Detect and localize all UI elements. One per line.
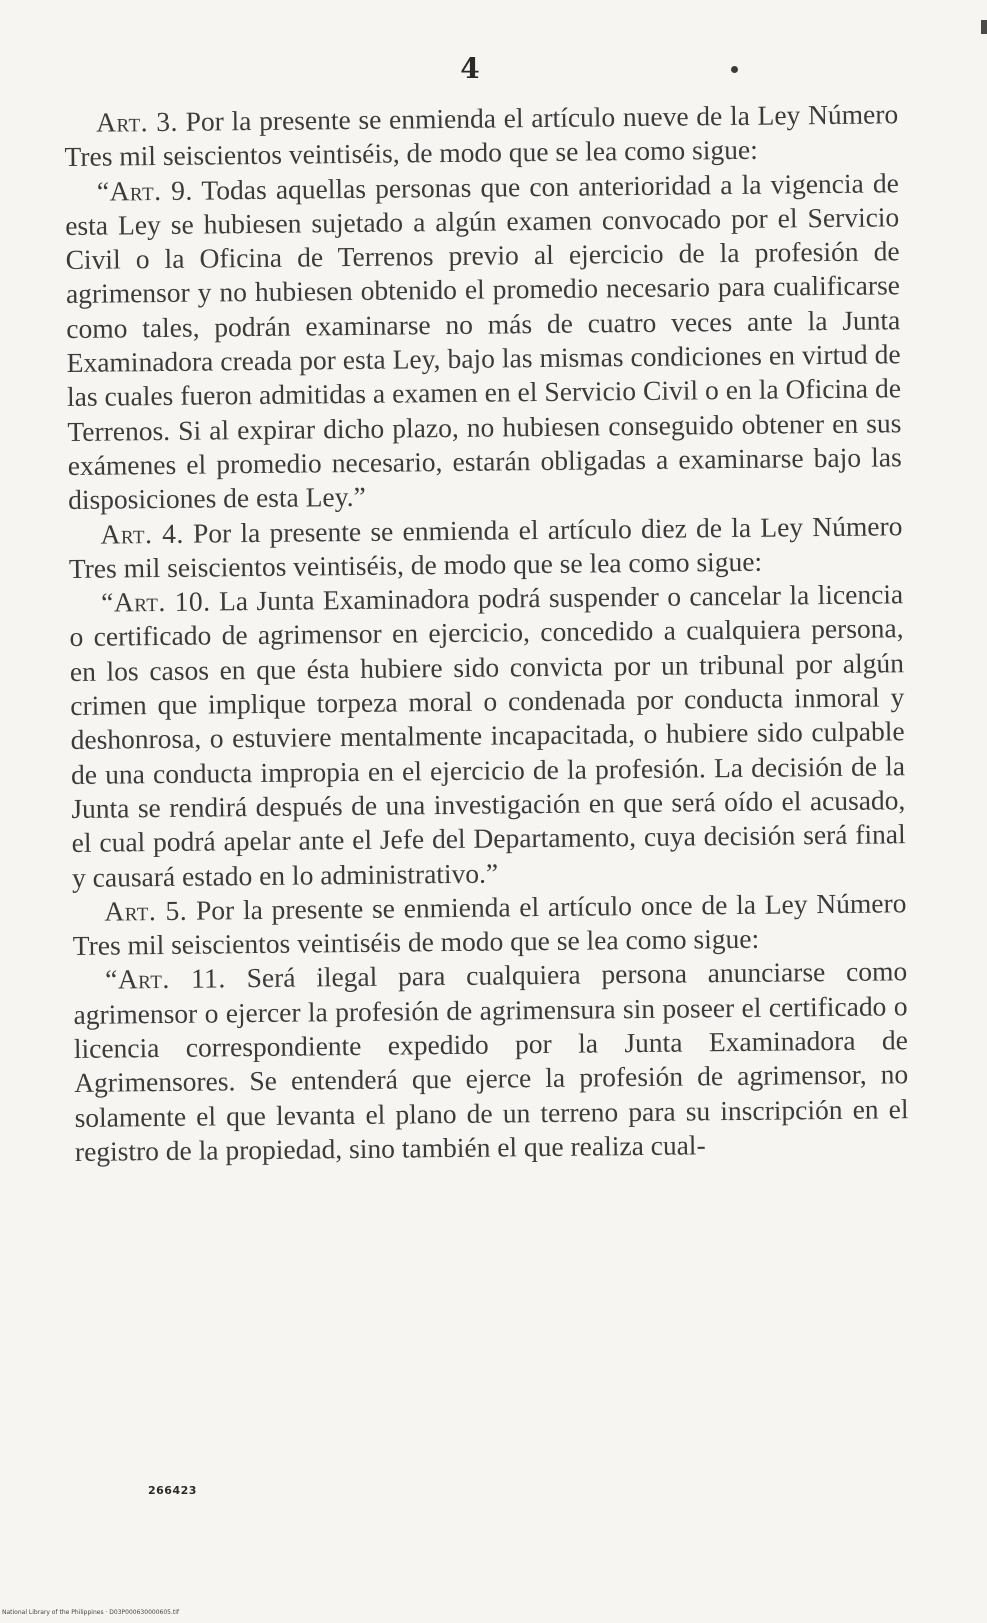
paragraph-art-5	[72, 886, 907, 963]
paragraph-art-11	[73, 955, 909, 1170]
article-text: Todas aquellas personas que con anterioridad a la vigencia de esta Ley se hubiesen sujetado a algún examen convocado por el Servicio Civil o la Oficina de Terrenos previo al ejercicio de la profesión de agrimensor y no hubiesen obtenido el promedio necesario para cualificarse como tales, podrán examinarse no más de cuatro veces ante la Junta Examinadora creada por esta Ley, bajo las mismas condiciones en virtud de las cuales fueron admitidas a examen en el Servicio Civil o en la Oficina de Terrenos. Si al expirar dicho plazo, no hubiesen conseguido obtener en sus exámenes el promedio necesario, estarán obligadas a examinarse bajo las disposiciones de esta Ley.”	[65, 166, 902, 516]
article-label: “Art. 9.	[96, 174, 193, 207]
article-label: “Art. 10.	[101, 585, 211, 618]
article-text: Por la presente se enmienda el artículo nueve de la Ley Número Tres mil seiscientos veintiséis, de modo que se lea como sigue:	[64, 98, 899, 173]
article-label: Art. 3.	[96, 105, 179, 138]
paragraph-art-9	[65, 166, 903, 518]
article-label: “Art. 11.	[104, 962, 227, 996]
body-text	[64, 97, 909, 1169]
article-text: La Junta Examinadora podrá suspender o cancelar la licencia o certificado de agrimensor en ejercicio, concedido a cualquiera persona, en los casos en que ésta hubiere sido convicta por un tribunal por algún crimen que implique torpeza moral o condenada por conducta inmoral y deshonrosa, o estuviere mentalmente incapacitada, o hubiere sido culpable de una conducta impropia en el ejercicio de la profesión. La decisión de la Junta se rendirá después de una investigación en que será oído el acusado, el cual podrá apelar ante el Jefe del Departamento, cuya decisión será final y causará estado en lo administrativo.”	[69, 578, 906, 893]
article-text: Por la presente se enmienda el artículo once de la Ley Número Tres mil seiscientos veintiséis de modo que se lea como sigue:	[72, 887, 907, 962]
scan-edge-mark	[981, 20, 987, 34]
paragraph-art-3	[64, 97, 899, 174]
article-label: Art. 5.	[104, 894, 188, 927]
paragraph-art-10	[69, 577, 906, 894]
article-text: Será ilegal para cualquiera persona anunciarse como agrimensor o ejercer la profesión de agrimensura sin poseer el certificado o licencia correspondiente expedido por la Junta Examinadora de Agrimensores. Se entenderá que ejerce la profesión de agrimensor, no solamente el que levanta el plano de un terreno para su inscripción en el registro de la propiedad, sino también el que realiza cual-	[73, 955, 909, 1167]
article-label: Art. 4.	[100, 517, 184, 550]
paragraph-art-4	[68, 509, 903, 586]
printer-code: 266423	[148, 1484, 197, 1497]
page-number: 4	[460, 52, 480, 85]
scan-credit: National Library of the Philippines · D03P000630000605.tif	[2, 1609, 180, 1616]
ink-speck	[731, 66, 738, 73]
article-text: Por la presente se enmienda el artículo diez de la Ley Número Tres mil seiscientos veintiséis, de modo que se lea como sigue:	[68, 509, 903, 584]
